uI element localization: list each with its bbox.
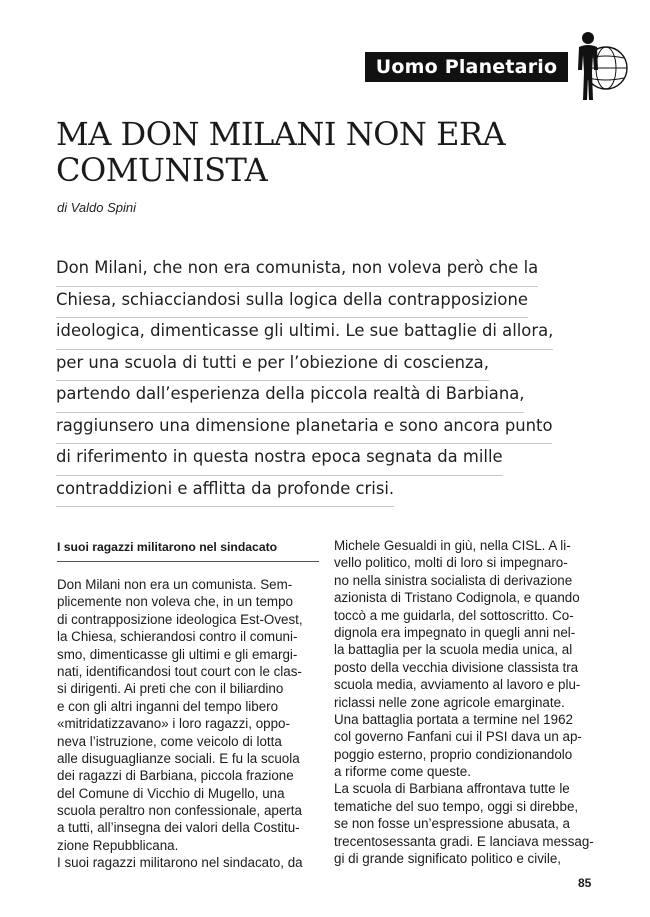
abstract-line: contraddizioni e afflitta da profonde crisi. (56, 476, 394, 508)
body-line: poggio esterno, proprio condizionandolo (334, 746, 573, 762)
body-line: trecentosessanta gradi. E lanciava messag- (334, 833, 594, 849)
abstract-line: partendo dall’esperienza della piccola realtà di Barbiana, (56, 381, 524, 413)
body-line: dei ragazzi di Barbiana, piccola frazione (57, 768, 294, 784)
body-line: col governo Fanfani cui il PSI dava un ap- (334, 729, 582, 745)
abstract-line: di riferimento in questa nostra epoca segnata da mille (56, 444, 503, 476)
body-line: se non fosse un’espressione abusata, a (334, 816, 570, 832)
rubric-label: Uomo Planetario (375, 56, 558, 78)
body-line: neva l’istruzione, come veicolo di lotta (57, 733, 282, 749)
title-line-1: MA DON MILANI NON ERA (56, 115, 506, 153)
body-line: a riforme come queste. (334, 764, 471, 780)
body-line: di contrapposizione ideologica Est-Ovest, (57, 611, 303, 627)
body-line: posto della vecchia divisione classista tra (334, 659, 579, 675)
body-line: toccò a me guidarla, del sottoscritto. Co- (334, 607, 574, 623)
abstract-line: raggiunsero una dimensione planetaria e sono ancora punto (56, 413, 552, 445)
left-column (57, 540, 319, 872)
body-line: I suoi ragazzi militarono nel sindacato, da (57, 855, 303, 871)
man-with-globe-icon (568, 28, 632, 102)
body-line: la battaglia per la scuola media unica, al (334, 642, 573, 658)
body-line: a tutti, all’insegna dei valori della Costitu- (57, 820, 300, 836)
left-column-text (57, 576, 319, 872)
body-line: gi di grande significato politico e civile, (334, 851, 562, 867)
body-line: nati, identificandosi tout court con le clas- (57, 663, 302, 679)
body-line: vello politico, molti di loro si impegnaro- (334, 555, 568, 571)
body-line: Michele Gesualdi in giù, nella CISL. A li- (334, 538, 571, 553)
body-line: smo, dimenticasse gli ultimi e gli emargi- (57, 646, 298, 662)
body-line: plicemente non voleva che, in un tempo (57, 594, 293, 610)
abstract-line: Chiesa, schiacciandosi sulla logica della contrapposizione (56, 287, 528, 319)
body-line: «mitridatizzavano» i loro ragazzi, oppo- (57, 716, 290, 732)
byline: di Valdo Spini (57, 200, 137, 215)
page-number: 85 (578, 876, 592, 890)
abstract-line: per una scuola di tutti e per l’obiezione di coscienza, (56, 350, 489, 382)
body-line: e con gli altri inganni del tempo libero (57, 698, 279, 714)
body-line: alle disuguaglianze sociali. E fu la scuola (57, 750, 300, 766)
section-rubric (365, 52, 568, 82)
right-column-text (334, 537, 596, 867)
body-line: La scuola di Barbiana affrontava tutte le (334, 781, 570, 797)
body-line: del Comune di Vicchio di Mugello, una (57, 785, 285, 801)
body-line: si dirigenti. Ai preti che con il biliardino (57, 681, 284, 697)
body-line: tematiche del suo tempo, oggi si direbbe, (334, 798, 579, 814)
body-line: riclassi nelle zone agricole emarginate. (334, 694, 565, 710)
body-line: Don Milani non era un comunista. Sem- (57, 577, 293, 592)
abstract-line: ideologica, dimenticasse gli ultimi. Le sue battaglie di allora, (56, 318, 553, 350)
body-line: Una battaglia portata a termine nel 1962 (334, 711, 573, 727)
body-line: dignola era impegnato in quegli anni nel- (334, 624, 576, 640)
body-line: azionista di Tristano Codignola, e quando (334, 590, 580, 606)
abstract (56, 255, 556, 507)
body-line: zione Repubblicana. (57, 837, 179, 853)
right-column (334, 537, 596, 867)
section-heading: I suoi ragazzi militarono nel sindacato (57, 540, 319, 562)
title-line-2: COMUNISTA (56, 151, 268, 189)
article-title (56, 116, 596, 188)
body-line: la Chiesa, schierandosi contro il comuni- (57, 629, 298, 645)
body-line: scuola media, avviamento al lavoro e plu- (334, 677, 581, 693)
body-line: no nella sinistra socialista di derivazione (334, 572, 573, 588)
abstract-line: Don Milani, che non era comunista, non voleva però che la (56, 255, 538, 287)
body-line: scuola peraltro non confessionale, aperta (57, 803, 302, 819)
